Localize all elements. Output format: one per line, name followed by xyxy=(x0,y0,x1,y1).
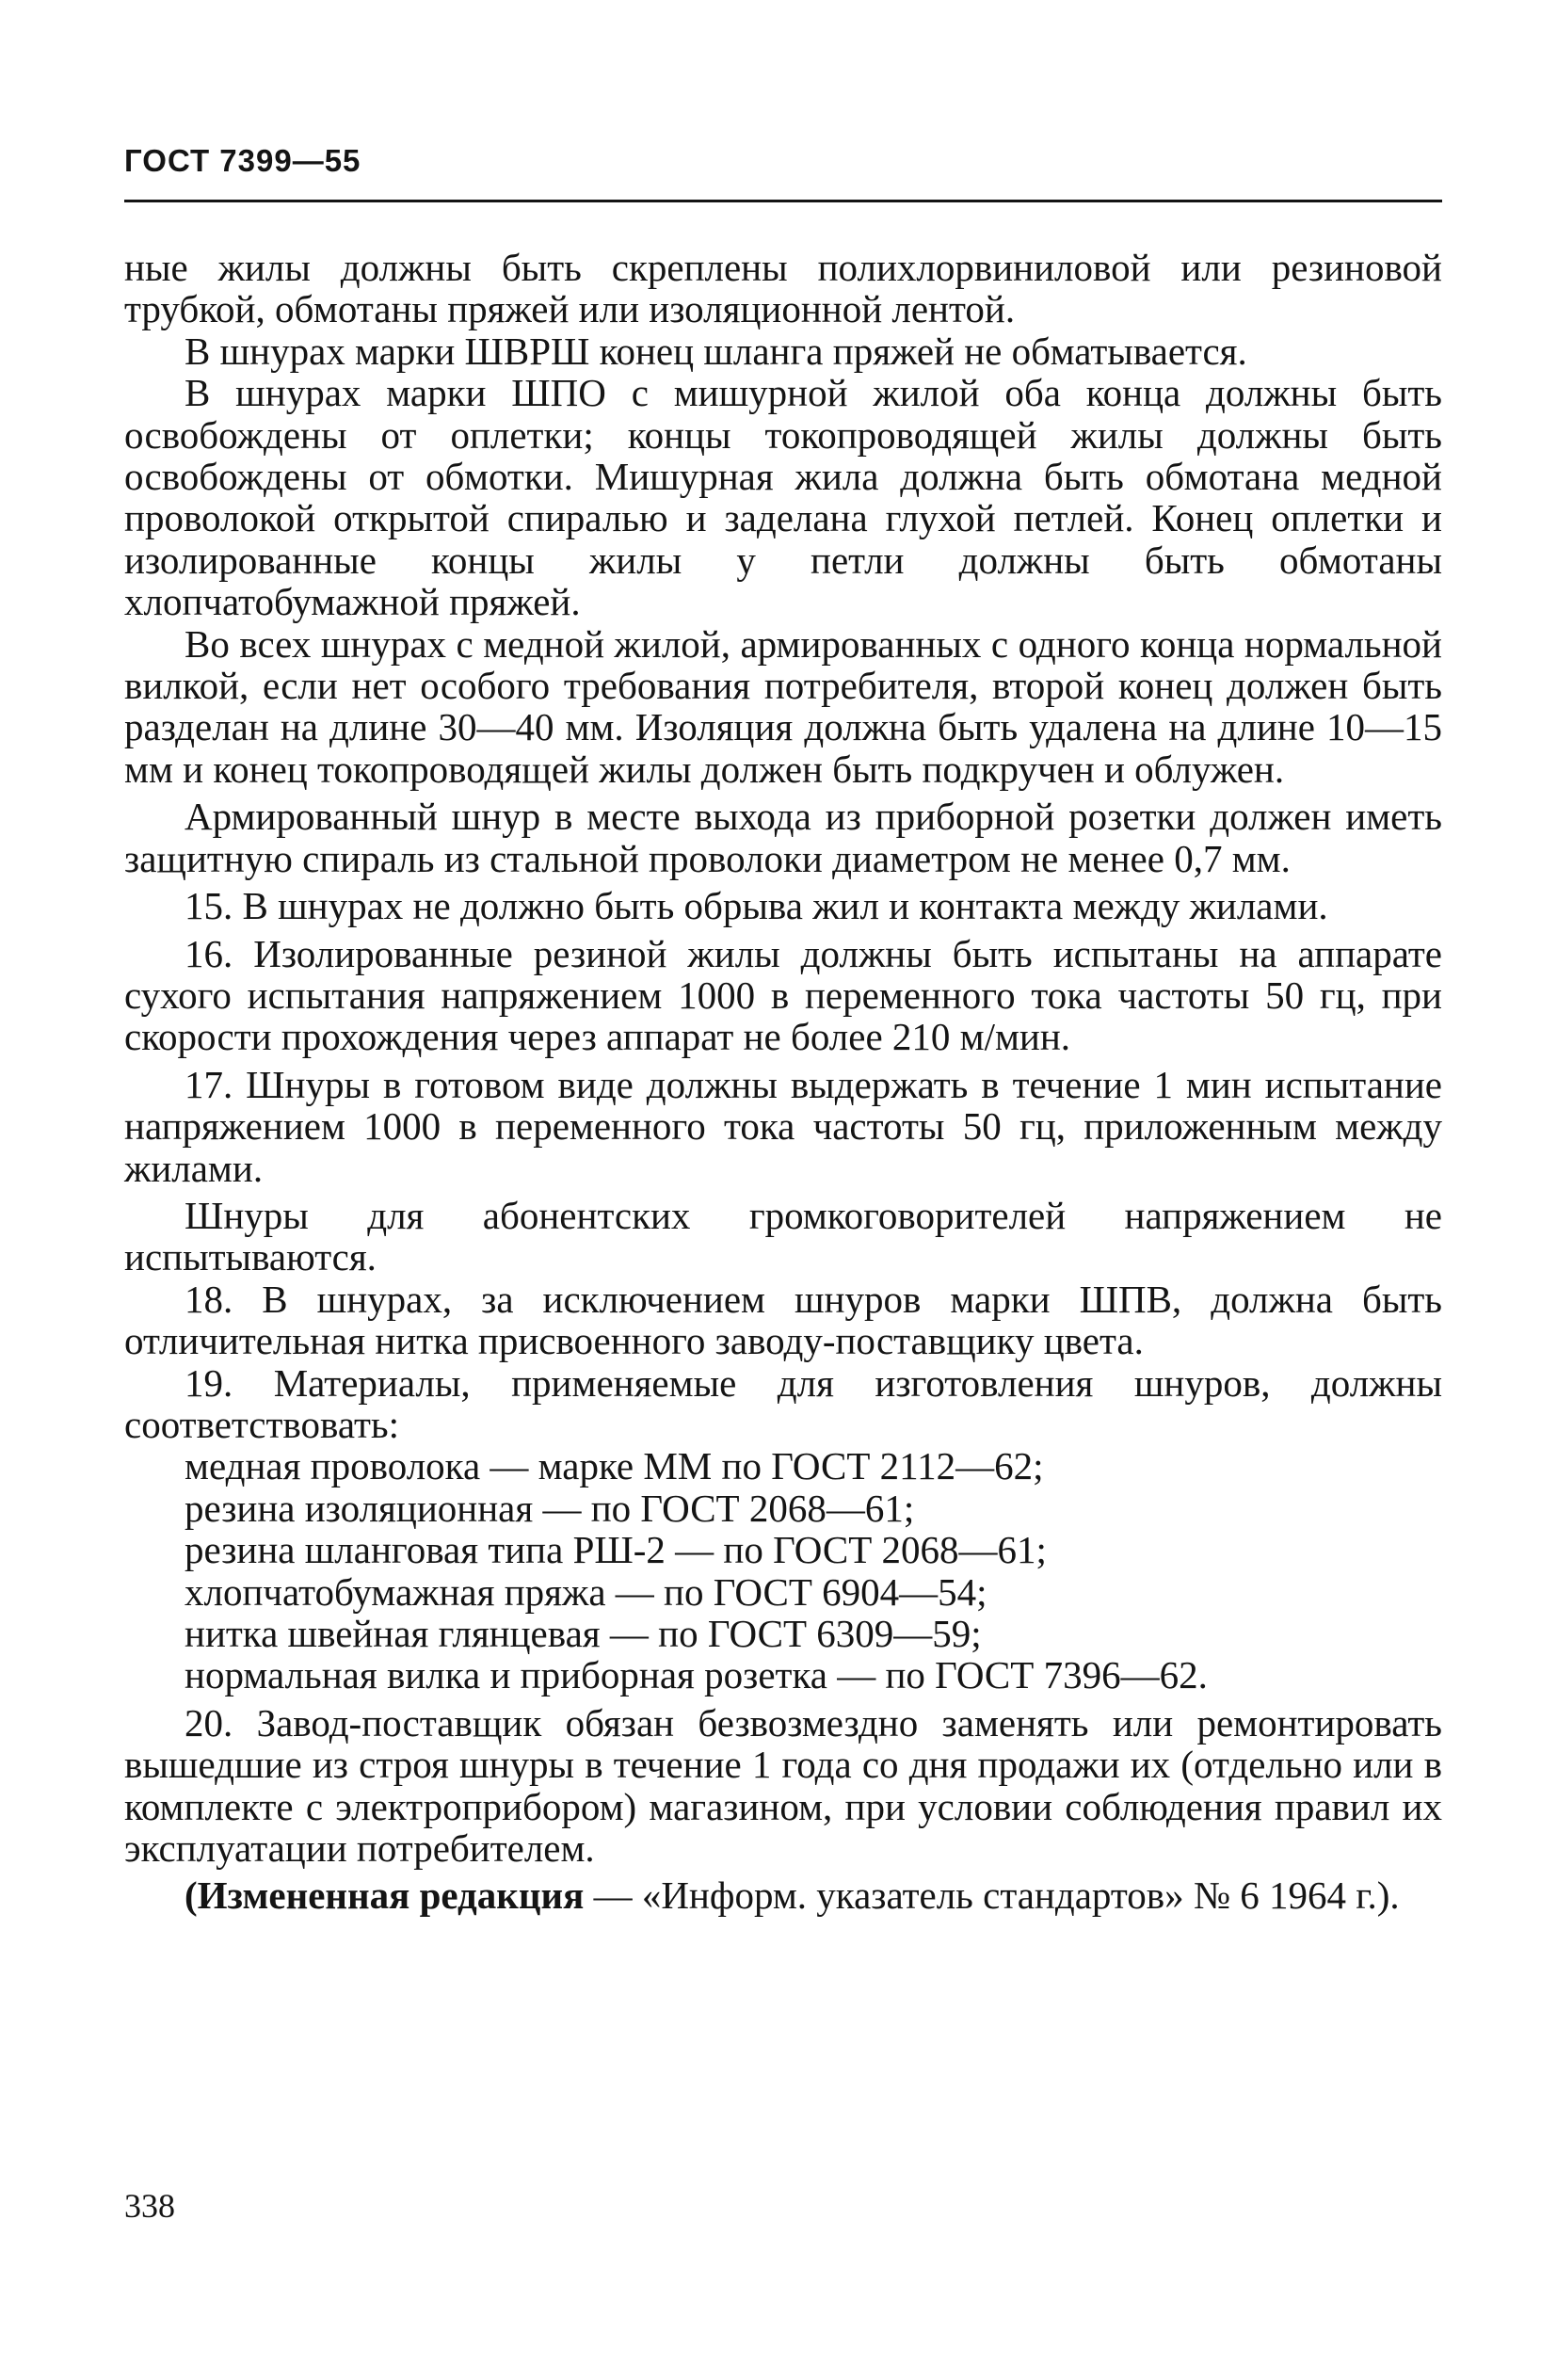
clause-18: 18. В шнурах, за исключением шнуров марки ШПВ, должна быть отличительная нитка присвоенного заводу-поставщику цвета. xyxy=(124,1277,1442,1363)
paragraph-shpo: В шнурах марки ШПО с мишурной жилой оба конца должны быть освобождены от оплетки; концы токопроводящей жилы должны быть освобождены от обмотки. Мишурная жила должна быть обмотана медной проволокой открытой спиралью и заделана глухой петлей. Конец оплетки и изолированные концы жилы у петли должны быть обмотаны хлопчатобумажной пряжей. xyxy=(124,371,1442,624)
header-rule xyxy=(124,200,1442,202)
list-item: нормальная вилка и приборная розетка — по ГОСТ 7396—62. xyxy=(185,1653,1208,1697)
list-item: резина шланговая типа РШ-2 — по ГОСТ 2068—61; xyxy=(185,1528,1047,1572)
list-item: хлопчатобумажная пряжа — по ГОСТ 6904—54; xyxy=(185,1569,987,1614)
paragraph-shvrsh: В шнурах марки ШВРШ конец шланга пряжей не обматывается. xyxy=(185,329,1247,373)
paragraph-copper-cords: Во всех шнурах с медной жилой, армированных с одного конца нормальной вилкой, если нет особого требования потребителя, второй конец должен быть разделан на длине 30—40 мм. Изоляция должна быть удалена на длине 10—15 мм и конец токопроводящей жилы должен быть подкручен и облужен. xyxy=(124,621,1442,791)
page-header: ГОСТ 7399—55 xyxy=(124,143,361,178)
clause-20: 20. Завод-поставщик обязан безвозмездно заменять или ремонтировать вышедшие из строя шнуры в течение 1 года со дня продажи их (отдельно или в комплекте с электроприбором) магазином, при условии соблюдения правил их эксплуатации потребителем. xyxy=(124,1700,1442,1871)
clause-15: 15. В шнурах не должно быть обрыва жил и контакта между жилами. xyxy=(185,884,1328,928)
paragraph-armored-cord: Армированный шнур в месте выхода из приборной розетки должен иметь защитную спираль из стальной проволоки диаметром не менее 0,7 мм. xyxy=(124,795,1442,880)
clause-19: 19. Материалы, применяемые для изготовления шнуров, должны соответствовать: xyxy=(124,1360,1442,1446)
revision-note xyxy=(124,1874,1442,1916)
clause-17: 17. Шнуры в готовом виде должны выдержать в течение 1 мин испытание напряжением 1000 в переменного тока частоты 50 гц, приложенным между жилами. xyxy=(124,1062,1442,1190)
list-item: медная проволока — марке ММ по ГОСТ 2112—62; xyxy=(185,1444,1044,1488)
document-body xyxy=(124,247,1442,1917)
revision-note-text: — «Информ. указатель стандартов» № 6 1964 г.). xyxy=(584,1873,1400,1918)
clause-17-note: Шнуры для абонентских громкоговорителей напряжением не испытываются. xyxy=(124,1193,1442,1279)
list-item: нитка швейная глянцевая — по ГОСТ 6309—59; xyxy=(185,1612,982,1655)
materials-list xyxy=(124,1445,1442,1696)
paragraph-continuation: ные жилы должны быть скреплены полихлорвиниловой или резиновой трубкой, обмотаны пряжей или изоляционной лентой. xyxy=(124,246,1442,331)
page-number: 338 xyxy=(124,2187,175,2225)
list-item: резина изоляционная — по ГОСТ 2068—61; xyxy=(185,1486,915,1530)
revision-note-label: (Измененная редакция xyxy=(185,1873,585,1918)
clause-16: 16. Изолированные резиной жилы должны быть испытаны на аппарате сухого испытания напряжением 1000 в переменного тока частоты 50 гц, при скорости прохождения через аппарат не более 210 м/мин. xyxy=(124,931,1442,1059)
